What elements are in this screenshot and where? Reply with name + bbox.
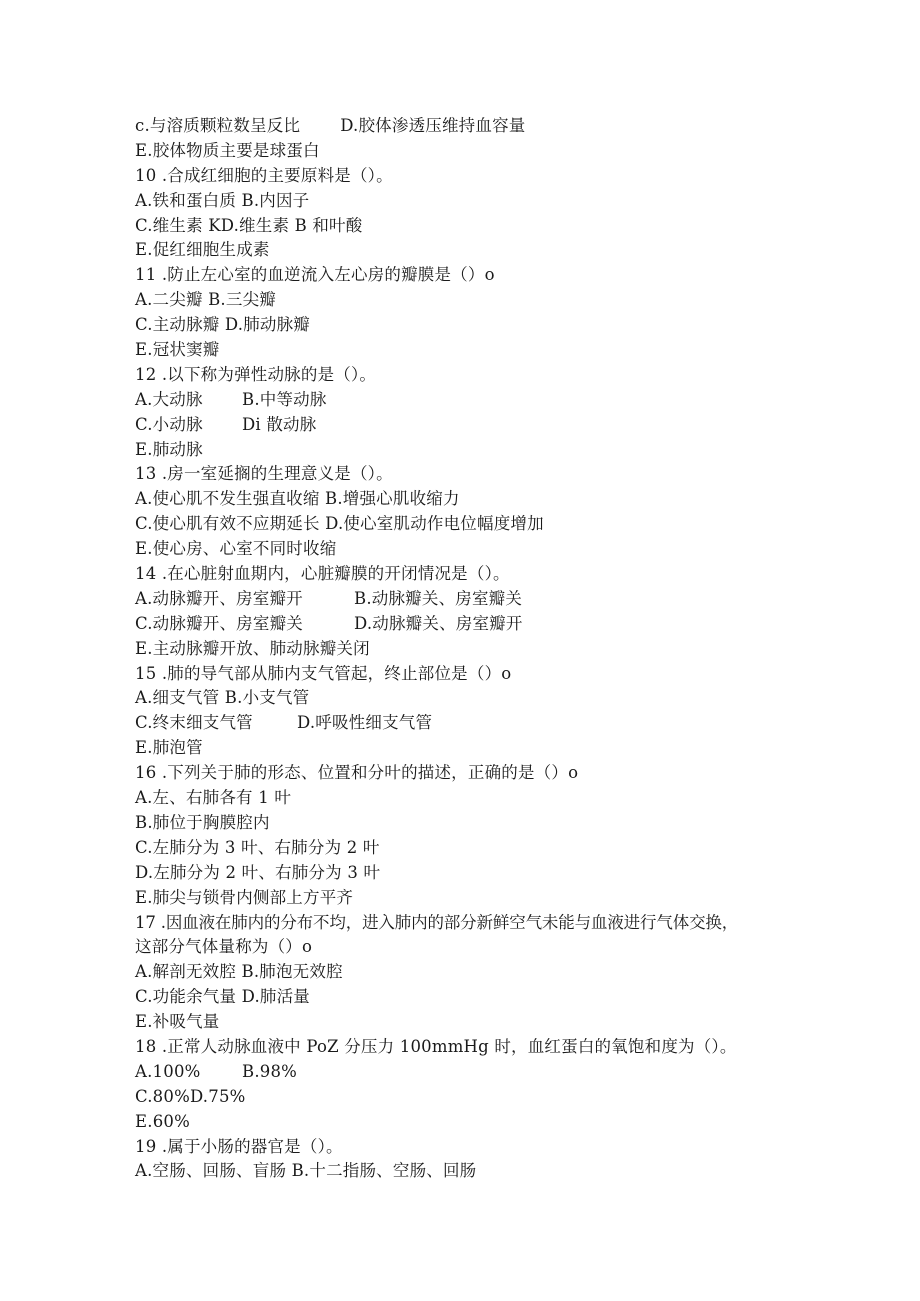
text-line	[135, 1085, 835, 1110]
text-line	[135, 786, 835, 811]
text-line	[135, 338, 835, 363]
text-line	[135, 238, 835, 263]
text-segment: D.左肺分为 2 叶、右肺分为 3 叶	[135, 862, 381, 882]
text-line	[135, 637, 835, 662]
text-segment: A.铁和蛋白质 B.内因子	[135, 190, 310, 210]
text-segment: 这部分气体量称为（）o	[135, 937, 313, 957]
text-line	[135, 686, 835, 711]
text-segment: C.80%D.75%	[135, 1086, 246, 1106]
text-segment: C.小动脉	[135, 414, 203, 434]
text-segment: C.功能余气量 D.肺活量	[135, 987, 311, 1007]
question-stem	[135, 263, 835, 288]
text-segment: A.100%	[135, 1061, 201, 1081]
text-segment: A.细支气管 B.小支气管	[135, 688, 310, 708]
question-stem-continuation	[135, 935, 835, 960]
text-segment: C.终末细支气管	[135, 713, 253, 733]
text-segment: E.冠状窦瓣	[135, 340, 220, 360]
text-segment: B.肺位于胸膜腔内	[135, 812, 270, 832]
document-page	[135, 114, 835, 1184]
text-line	[135, 413, 835, 438]
text-line	[135, 388, 835, 413]
text-line	[135, 537, 835, 562]
text-segment: 17 .因血液在肺内的分布不均，进入肺内的部分新鲜空气未能与血液进行气体交换，	[135, 912, 739, 932]
text-segment: E.肺尖与锁骨内侧部上方平齐	[135, 887, 354, 907]
text-segment: E.补吸气量	[135, 1012, 220, 1032]
text-line	[135, 139, 835, 164]
text-line	[135, 960, 835, 985]
text-segment: E.60%	[135, 1111, 190, 1131]
text-segment: C.使心肌有效不应期延长 D.使心室肌动作电位幅度增加	[135, 514, 544, 534]
text-segment: E.胶体物质主要是球蛋白	[135, 140, 320, 160]
question-stem	[135, 462, 835, 487]
text-segment: A.动脉瓣开、房室瓣开	[135, 588, 303, 608]
text-line	[135, 189, 835, 214]
question-stem	[135, 911, 835, 936]
text-segment: D.动脉瓣关、房室瓣开	[354, 613, 523, 633]
text-segment: E.肺泡管	[135, 738, 203, 758]
text-line	[135, 313, 835, 338]
text-line	[135, 512, 835, 537]
text-line	[135, 861, 835, 886]
text-line	[135, 114, 835, 139]
text-line	[135, 886, 835, 911]
text-segment: A.解剖无效腔 B.肺泡无效腔	[135, 962, 343, 982]
text-line	[135, 1060, 835, 1085]
text-line	[135, 985, 835, 1010]
question-stem	[135, 562, 835, 587]
text-segment: A.左、右肺各有 1 叶	[135, 788, 292, 808]
text-line	[135, 736, 835, 761]
question-stem	[135, 1035, 835, 1060]
text-segment: 16 .下列关于肺的形态、位置和分叶的描述，正确的是（）o	[135, 763, 579, 783]
text-segment: c.与溶质颗粒数呈反比	[135, 116, 301, 135]
text-segment: E.促红细胞生成素	[135, 240, 270, 260]
text-segment: 13 .房一室延搁的生理意义是（）。	[135, 464, 393, 484]
text-segment: A.大动脉	[135, 389, 203, 409]
text-line	[135, 1159, 835, 1184]
text-line	[135, 612, 835, 637]
text-line	[135, 711, 835, 736]
text-segment: E.使心房、心室不同时收缩	[135, 539, 337, 559]
text-segment: A.空肠、回肠、盲肠 B.十二指肠、空肠、回肠	[135, 1161, 477, 1181]
text-line	[135, 1010, 835, 1035]
text-line	[135, 836, 835, 861]
question-stem	[135, 363, 835, 388]
text-segment: B.中等动脉	[242, 389, 327, 409]
text-segment: 12 .以下称为弹性动脉的是（）。	[135, 364, 377, 384]
text-line	[135, 587, 835, 612]
text-segment: A.使心肌不发生强直收缩 B.增强心肌收缩力	[135, 489, 460, 509]
text-segment: E.肺动脉	[135, 439, 203, 459]
text-segment: 15 .肺的导气部从肺内支气管起，终止部位是（）o	[135, 663, 512, 683]
text-line	[135, 288, 835, 313]
text-segment: 18 .正常人动脉血液中 PoZ 分压力 100mmHg 时，血红蛋白的氧饱和度为（）。	[135, 1036, 737, 1056]
text-segment: 10 .合成红细胞的主要原料是（）。	[135, 165, 393, 185]
text-line	[135, 438, 835, 463]
text-segment: 14 .在心脏射血期内，心脏瓣膜的开闭情况是（）。	[135, 564, 510, 584]
question-stem	[135, 761, 835, 786]
text-segment: C.左肺分为 3 叶、右肺分为 2 叶	[135, 837, 380, 857]
question-stem	[135, 662, 835, 687]
text-segment: C.主动脉瓣 D.肺动脉瓣	[135, 315, 311, 335]
text-segment: C.维生素 KD.维生素 B 和叶酸	[135, 215, 363, 235]
text-segment: D.呼吸性细支气管	[297, 713, 433, 733]
text-segment: B.98%	[242, 1061, 298, 1081]
text-segment: A.二尖瓣 B.三尖瓣	[135, 290, 276, 310]
text-segment: E.主动脉瓣开放、肺动脉瓣关闭	[135, 638, 370, 658]
text-segment: C.动脉瓣开、房室瓣关	[135, 613, 303, 633]
text-line	[135, 811, 835, 836]
text-segment: 19 .属于小肠的器官是（）。	[135, 1136, 343, 1156]
text-line	[135, 214, 835, 239]
text-line	[135, 487, 835, 512]
text-segment: 11 .防止左心室的血逆流入左心房的瓣膜是（）o	[135, 265, 495, 285]
question-stem	[135, 164, 835, 189]
question-stem	[135, 1135, 835, 1160]
text-line	[135, 1110, 835, 1135]
text-segment: D.胶体渗透压维持血容量	[340, 116, 526, 135]
text-segment: B.动脉瓣关、房室瓣关	[354, 588, 523, 608]
text-segment: Di 散动脉	[242, 414, 317, 434]
